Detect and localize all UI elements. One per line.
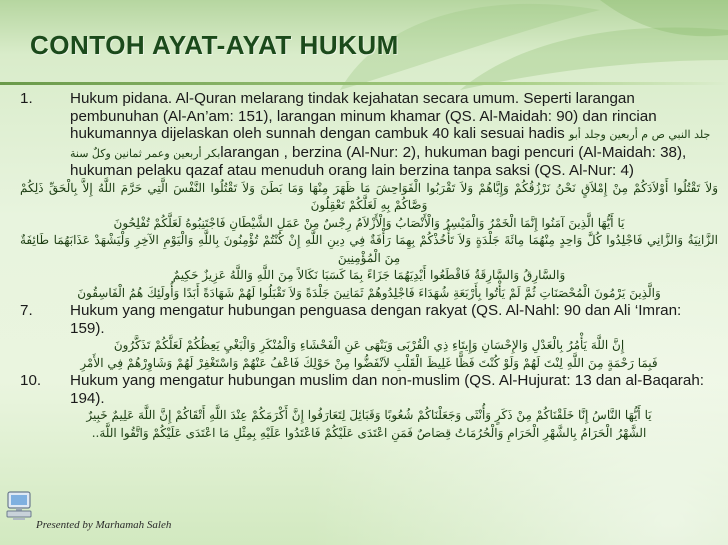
item-number: 7. (20, 302, 33, 319)
arabic-verse: يَا أَيُّهَا النَّاسُ إِنَّا خَلَقْنَاكُمْ مِنْ ذَكَرٍ وَأُنْثَى وَجَعَلْنَاكُمْ شُعُوبًا وَقَبَائِلَ لِتَعَارَفُوا إِنَّ أَكْرَمَكُمْ عِنْدَ اللَّهِ أَتْقَاكُمْ إِنَّ اللَّهَ عَلِيمٌ خَبِيرٌ (86, 408, 652, 422)
title-divider (0, 82, 728, 85)
slide-content (18, 90, 720, 442)
list-item (18, 90, 720, 180)
hadith-inline-arabic: جلد النبي ص م أربعين وجلد أبو بكر أربعين وعمر ثمانين وكلٌ سنة (70, 128, 711, 160)
item-number: 1. (20, 90, 33, 107)
item-number: 10. (20, 372, 42, 389)
arabic-verse: الزَّانِيَةُ وَالزَّانِي فَاجْلِدُوا كُلَّ وَاحِدٍ مِنْهُمَا مِائَةَ جَلْدَةٍ وَلاَ تَأْخُذْكُمْ بِهِمَا رَأْفَةٌ فِي دِينِ اللَّهِ إِنْ كُنْتُمْ تُؤْمِنُونَ بِاللَّهِ وَالْيَوْمِ الآخِرِ وَلْيَشْهَدْ عَذَابَهُمَا طَائِفَةٌ مِنَ الْمُؤْمِنِينَ (20, 233, 718, 265)
computer-icon (4, 490, 34, 522)
page-title: CONTOH AYAT-AYAT HUKUM (30, 30, 399, 60)
arabic-verse: إِنَّ اللَّهَ يَأْمُرُ بِالْعَدْلِ وَالإِحْسَانِ وَإِيتَاءِ ذِي الْقُرْبَى وَيَنْهَى عَنِ الْفَحْشَاءِ وَالْمُنْكَرِ وَالْبَغْيِ يَعِظُكُمْ لَعَلَّكُمْ تَذَكَّرُونَ (113, 338, 625, 352)
item-text: Hukum yang mengatur hubungan penguasa dengan rakyat (QS. Al-Nahl: 90 dan Ali ‘Imran: 159). (70, 302, 682, 337)
arabic-verse-block (18, 407, 720, 442)
list-item (18, 302, 720, 337)
presenter-credit: Presented by Marhamah Saleh (36, 519, 172, 531)
item-text-start: Hukum pidana. Al-Quran melarang tindak kejahatan secara umum. Seperti larangan pembunuhan (Al-An’am: 151), larangan minum khamar (QS. Al-Maidah: 90) dan rincian hukumannya dijelaskan oleh sunnah dengan cambuk 40 kali sesuai hadis (70, 90, 657, 142)
arabic-verse: وَلاَ تَقْتُلُوا أَوْلاَدَكُمْ مِنْ إِمْلاَقٍ نَحْنُ نَرْزُقُكُمْ وَإِيَّاهُمْ وَلاَ تَقْرَبُوا الْفَوَاحِشَ مَا ظَهَرَ مِنْهَا وَمَا بَطَنَ وَلاَ تَقْتُلُوا النَّفْسَ الَّتِي حَرَّمَ اللَّهُ إِلاَّ بِالْحَقِّ ذَلِكُمْ وَصَّاكُمْ بِهِ لَعَلَّكُمْ تَعْقِلُونَ (20, 180, 718, 212)
arabic-verse: وَالسَّارِقُ وَالسَّارِقَةُ فَاقْطَعُوا أَيْدِيَهُمَا جَزَاءً بِمَا كَسَبَا نَكَالاً مِنَ اللَّهِ وَاللَّهُ عَزِيزٌ حَكِيمٌ (172, 268, 566, 282)
arabic-verse: الشَّهْرُ الْحَرَامُ بِالشَّهْرِ الْحَرَامِ وَالْحُرُمَاتُ قِصَاصٌ فَمَنِ اعْتَدَى عَلَيْكُمْ فَاعْتَدُوا عَلَيْهِ بِمِثْلِ مَا اعْتَدَى عَلَيْكُمْ وَاتَّقُوا اللَّهَ.. (91, 425, 647, 440)
arabic-verse-block (18, 180, 720, 303)
arabic-verse: يَا أَيُّهَا الَّذِينَ آمَنُوا إِنَّمَا الْخَمْرُ وَالْمَيْسِرُ وَالْأَنْصَابُ وَالْأَزْلاَمُ رِجْسٌ مِنْ عَمَلِ الشَّيْطَانِ فَاجْتَنِبُوهُ لَعَلَّكُمْ تُفْلِحُونَ (113, 215, 625, 230)
arabic-verse-block (18, 337, 720, 372)
item-text: Hukum yang mengatur hubungan muslim dan non-muslim (QS. Al-Hujurat: 13 dan al-Baqarah: 194). (70, 372, 704, 407)
arabic-verse: فَبِمَا رَحْمَةٍ مِنَ اللَّهِ لِنْتَ لَهُمْ وَلَوْ كُنْتَ فَظًّا غَلِيظَ الْقَلْبِ لاَنْفَضُّوا مِنْ حَوْلِكَ فَاعْفُ عَنْهُمْ وَاسْتَغْفِرْ لَهُمْ وَشَاوِرْهُمْ فِي الأَمْرِ (80, 355, 658, 370)
list-item (18, 372, 720, 407)
item-text (70, 90, 720, 180)
arabic-verse: وَالَّذِينَ يَرْمُونَ الْمُحْصَنَاتِ ثُمَّ لَمْ يَأْتُوا بِأَرْبَعَةِ شُهَدَاءَ فَاجْلِدُوهُمْ ثَمَانِينَ جَلْدَةً وَلاَ تَقْبَلُوا لَهُمْ شَهَادَةً أَبَدًا وَأُولَئِكَ هُمُ الْفَاسِقُونَ (77, 285, 661, 300)
item-text-end: larangan , berzina (Al-Nur: 2), hukuman bagi pencuri (Al-Maidah: 38), hukuman pelaku qazaf atau menuduh orang lain berzina tanpa saksi (QS. Al-Nur: 4) (70, 143, 687, 179)
